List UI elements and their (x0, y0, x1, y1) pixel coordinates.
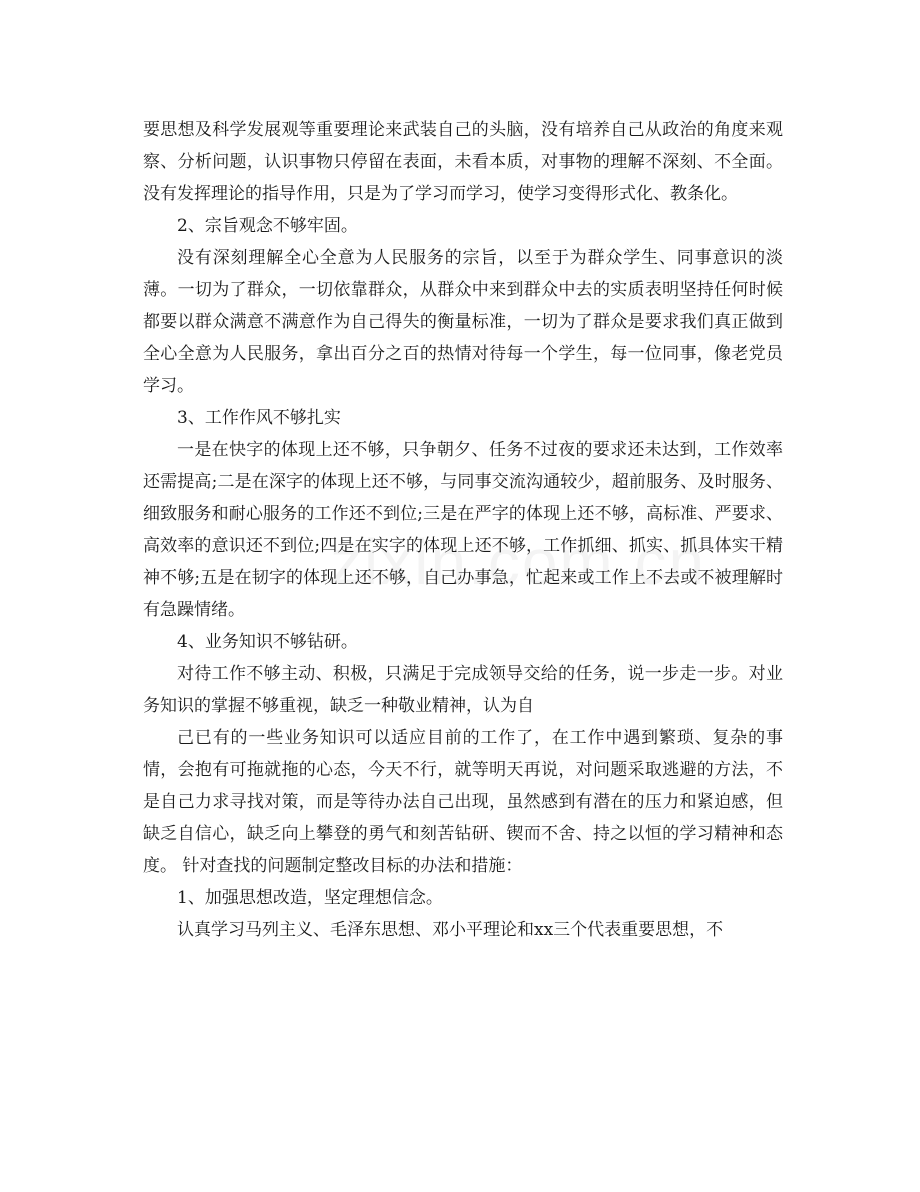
paragraph-1: 要思想及科学发展观等重要理论来武装自己的头脑，没有培养自己从政治的角度来观察、分析问题，认识事物只停留在表面，未看本质，对事物的理解不深刻、不全面。没有发挥理论的指导作用，只是为了学习而学习，使学习变得形式化、教条化。 (143, 120, 783, 204)
paragraph-5: 一是在快字的体现上还不够，只争朝夕、任务不过夜的要求还未达到，工作效率还需提高;二是在深字的体现上还不够，与同事交流沟通较少，超前服务、及时服务、细致服务和耐心服务的工作还不到位;三是在严字的体现上还不够，高标准、严要求、高效率的意识还不到位;四是在实字的体现上还不够，工作抓细、抓实、抓具体实干精神不够;五是在韧字的体现上还不够，自己办事急，忙起来或工作上不去或不被理解时有急躁情绪。 (143, 440, 783, 620)
paragraph-7: 对待工作不够主动、积极，只满足于完成领导交给的任务，说一步走一步。对业务知识的掌握不够重视，缺乏一种敬业精神，认为自 (143, 664, 783, 716)
paragraph-10: 认真学习马列主义、毛泽东思想、邓小平理论和xx三个代表重要思想，不 (177, 920, 724, 940)
heading-1-strengthen-thought: 1、加强思想改造，坚定理想信念。 (177, 888, 443, 908)
heading-4-business-knowledge: 4、业务知识不够钻研。 (177, 632, 358, 652)
heading-2-purpose: 2、宗旨观念不够牢固。 (177, 216, 358, 236)
paragraph-3: 没有深刻理解全心全意为人民服务的宗旨，以至于为群众学生、同事意识的淡薄。一切为了群众，一切依靠群众，从群众中来到群众中去的实质表明坚持任何时候都要以群众满意不满意作为自己得失的衡量标准，一切为了群众是要求我们真正做到全心全意为人民服务，拿出百分之百的热情对待每一个学生，每一位同事，像老党员学习。 (143, 248, 783, 396)
heading-3-work-style: 3、工作作风不够扎实 (177, 408, 341, 428)
paragraph-8: 己已有的一些业务知识可以适应目前的工作了，在工作中遇到繁琐、复杂的事情，会抱有可拖就拖的心态，今天不行，就等明天再说，对问题采取逃避的方法，不是自己力求寻找对策，而是等待办法自己出现，虽然感到有潜在的压力和紧迫感，但缺乏自信心，缺乏向上攀登的勇气和刻苦钻研、锲而不舍、持之以恒的学习精神和态度。 针对查找的问题制定整改目标的办法和措施： (143, 728, 783, 876)
document-body (143, 114, 783, 946)
